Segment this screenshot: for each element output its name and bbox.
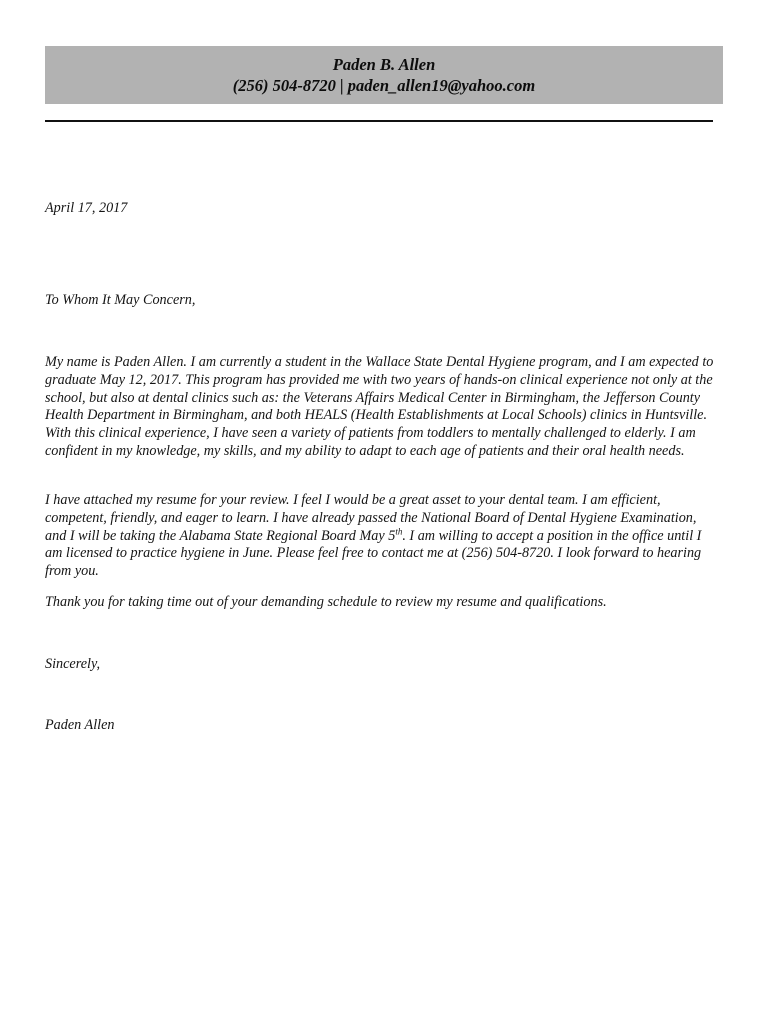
salutation: To Whom It May Concern,: [45, 292, 196, 308]
letterhead: [45, 46, 723, 104]
ordinal-suffix: th: [395, 525, 403, 536]
signature-name: Paden Allen: [45, 717, 115, 733]
closing: Sincerely,: [45, 656, 101, 672]
body-paragraph-2: [45, 492, 717, 581]
body-paragraph-2-text-b: . I am willing to accept a position in the office until I am licensed to practice hygiene in June. Please feel free to contact me at (256) 504-8720. I look forward to hearing from you.: [45, 527, 702, 580]
letter-date: April 17, 2017: [45, 200, 128, 216]
body-paragraph-2-text-a: I have attached my resume for your review. I feel I would be a great asset to your dental team. I am efficient, competent, friendly, and eager to learn. I have already passed the National Board of Dental Hygiene Examination, and I will be taking the Alabama State Regional Board May 5: [45, 492, 697, 544]
body-paragraph-1: My name is Paden Allen. I am currently a student in the Wallace State Dental Hygiene program, and I am expected to graduate May 12, 2017. This program has provided me with two years of hands-on clinical experience not only at the school, but also at dental clinics such as: the Veterans Affairs Medical Center in Birmingham, the Jefferson County Health Department in Birmingham, and both HEALS (Health Establishments at Local Schools) clinics in Huntsville. With this clinical experience, I have seen a variety of patients from toddlers to mentally challenged to elderly. I am confident in my knowledge, my skills, and my ability to adapt to each age of patients and their oral health needs.: [45, 354, 714, 459]
sender-contact: (256) 504-8720 | paden_allen19@yahoo.com: [232, 76, 536, 95]
header-divider: [45, 120, 713, 122]
body-paragraph-3: Thank you for taking time out of your demanding schedule to review my resume and qualifications.: [45, 594, 607, 610]
sender-name: Paden B. Allen: [332, 55, 436, 74]
